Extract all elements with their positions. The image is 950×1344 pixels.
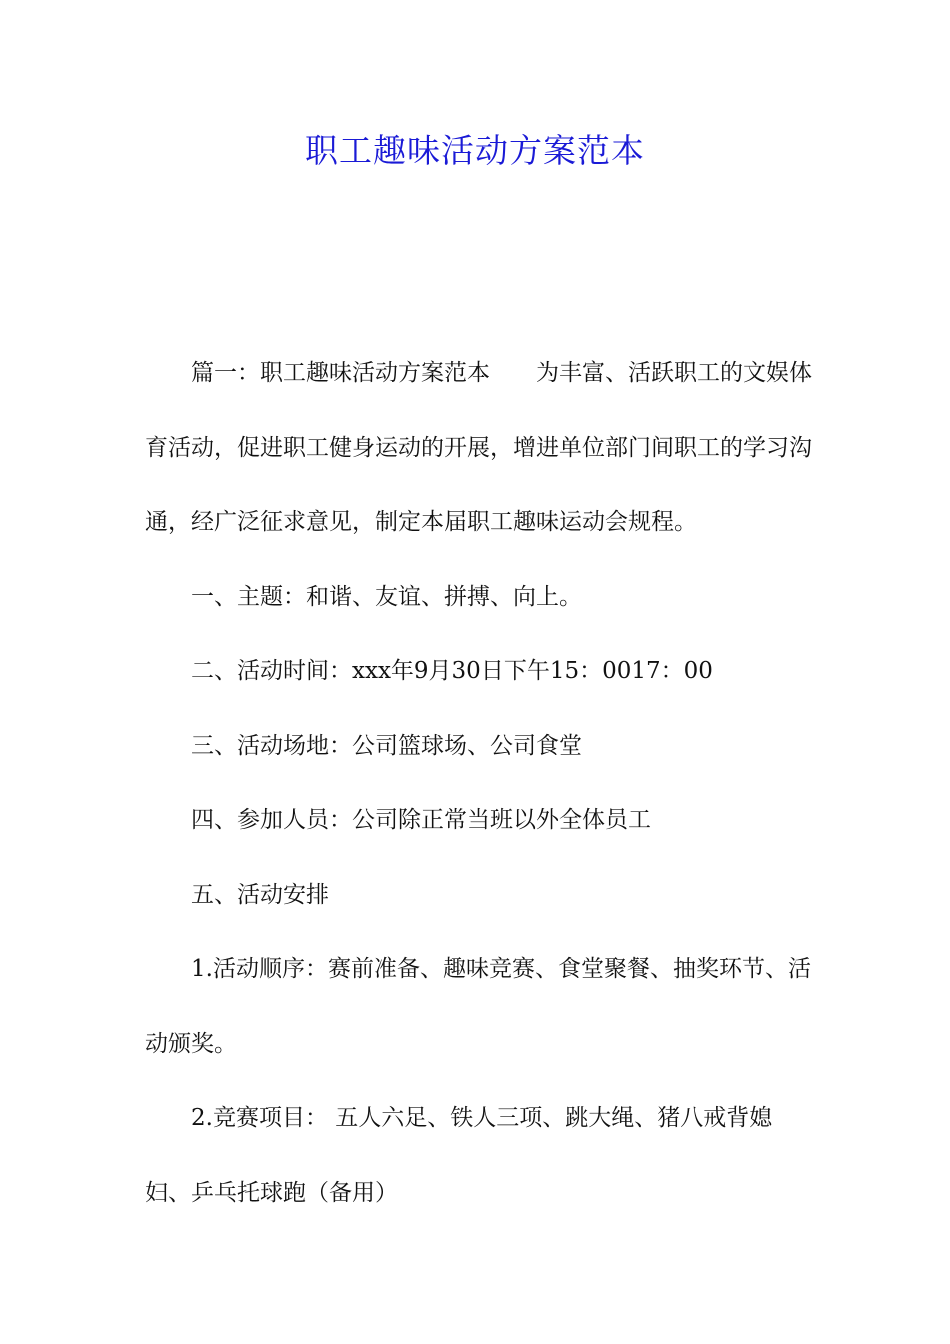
arrangement-order: 1.活动顺序：赛前准备、趣味竞赛、食堂聚餐、抽奖环节、活动颁奖。 xyxy=(145,956,811,1057)
section-participants: 四、参加人员：公司除正常当班以外全体员工 xyxy=(191,807,651,833)
arrangement-events: 2.竞赛项目： 五人六足、铁人三项、跳大绳、猪八戒背媳妇、乒乓托球跑（备用） xyxy=(145,1105,773,1206)
document-title: 职工趣味活动方案范本 xyxy=(305,131,645,170)
section-time: 二、活动时间：xxx年9月30日下午15：0017：00 xyxy=(191,658,713,684)
section-theme: 一、主题：和谐、友谊、拼搏、向上。 xyxy=(191,583,582,610)
document-body xyxy=(145,336,815,1230)
intro-paragraph xyxy=(145,336,815,560)
section-arrangement: 五、活动安排 xyxy=(191,881,329,908)
intro-text: 为丰富、活跃职工的文娱体育活动，促进职工健身运动的开展，增进单位部门间职工的学习沟通，经广泛征求意见，制定本届职工趣味运动会规程。 xyxy=(145,360,812,535)
intro-heading: 篇一：职工趣味活动方案范本 xyxy=(191,360,490,386)
section-venue: 三、活动场地：公司篮球场、公司食堂 xyxy=(191,732,582,759)
